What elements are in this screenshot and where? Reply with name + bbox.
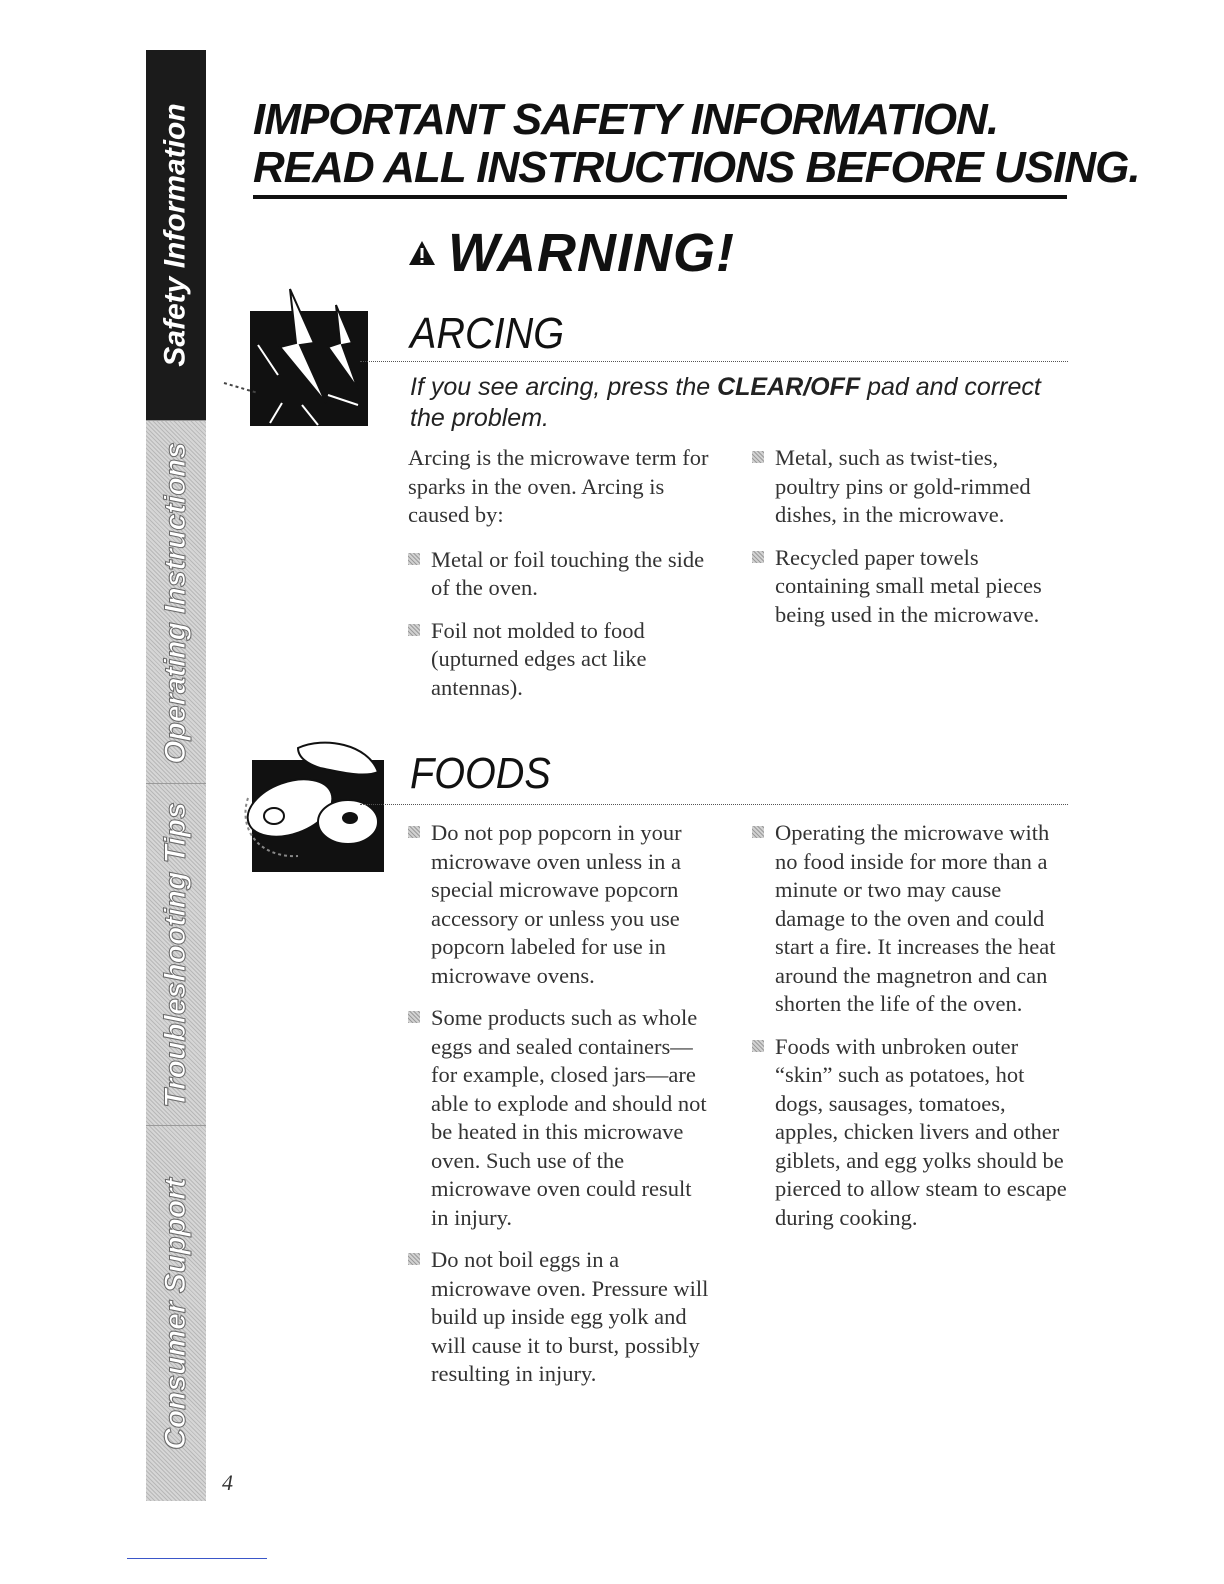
- arcing-rule: [360, 361, 1068, 362]
- bullet-icon: [408, 1011, 420, 1023]
- item-text: Do not pop popcorn in your microwave oven unless in a special microwave popcorn accessory or unless you use popcorn labeled for use in microwave ovens.: [431, 820, 682, 988]
- arcing-instruction: [410, 372, 1070, 434]
- item-text: Recycled paper towels containing small metal pieces being used in the microwave.: [775, 544, 1042, 627]
- item-text: Some products such as whole eggs and sealed containers—for example, closed jars—are able to explode and should not be heated in this microwave oven. Such use of the microwave oven could result in injury.: [431, 1005, 707, 1230]
- bullet-icon: [408, 1253, 420, 1265]
- tab-label: Troubleshooting Tips: [159, 802, 192, 1108]
- tab-label: Consumer Support: [159, 1177, 193, 1450]
- list-item: [752, 1033, 1067, 1233]
- clear-off-label: CLEAR/OFF: [717, 373, 861, 401]
- warning-heading: [408, 222, 735, 284]
- list-item: [752, 819, 1067, 1019]
- list-item: [408, 1004, 713, 1232]
- bullet-icon: [752, 451, 764, 463]
- item-text: Foods with unbroken outer “skin” such as potatoes, hot dogs, sausages, tomatoes, apples, chicken livers and other giblets, and egg yolks should be pierced to allow steam to escape during cooking.: [775, 1033, 1067, 1230]
- tab-safety-information[interactable]: [146, 50, 206, 420]
- arcing-intro: Arcing is the microwave term for sparks in the oven. Arcing is caused by:: [408, 445, 709, 527]
- list-item: [752, 544, 1067, 630]
- eggs-food-icon: [228, 738, 388, 876]
- footer-rule: [127, 1558, 267, 1559]
- bullet-icon: [752, 826, 764, 838]
- lead-text: If you see arcing, press the: [410, 373, 718, 401]
- lightning-spark-icon: [218, 285, 376, 430]
- bullet-icon: [752, 551, 764, 563]
- page-title-line-2: READ ALL INSTRUCTIONS BEFORE USING.: [253, 143, 1140, 192]
- header-rule: [253, 195, 1067, 199]
- foods-right-column: [752, 819, 1067, 1232]
- page-title-line-1: IMPORTANT SAFETY INFORMATION.: [253, 95, 999, 144]
- tab-label: Operating Instructions: [159, 441, 193, 764]
- list-item: [408, 546, 713, 603]
- list-item: [408, 617, 713, 703]
- page-number: 4: [222, 1470, 233, 1495]
- warning-label: WARNING!: [448, 223, 735, 283]
- tab-consumer-support[interactable]: [146, 1125, 206, 1501]
- foods-title: FOODS: [410, 749, 551, 798]
- list-item: [752, 444, 1067, 530]
- item-text: Foil not molded to food (upturned edges act like antennas).: [431, 617, 647, 700]
- bullet-icon: [408, 553, 420, 565]
- arcing-right-column: [752, 444, 1067, 629]
- list-item: [408, 819, 713, 990]
- lead-text: pad and correct the problem.: [410, 373, 1041, 432]
- item-text: Metal or foil touching the side of the oven.: [431, 546, 705, 600]
- list-item: [408, 1246, 713, 1389]
- bullet-icon: [408, 624, 420, 636]
- item-text: Metal, such as twist-ties, poultry pins or gold-rimmed dishes, in the microwave.: [775, 445, 1031, 527]
- foods-rule: [360, 804, 1068, 805]
- arcing-title: ARCING: [410, 309, 565, 358]
- foods-left-column: [408, 819, 713, 1389]
- tab-operating-instructions[interactable]: [146, 420, 206, 784]
- warning-triangle-icon: [408, 239, 436, 267]
- tab-label: Safety Information: [159, 103, 192, 367]
- arcing-left-column: [408, 444, 713, 702]
- item-text: Operating the microwave with no food inside for more than a minute or two may cause damage to the oven and could start a fire. It increases the heat around the magnetron and can shorten the life of the oven.: [775, 820, 1056, 1016]
- tab-troubleshooting-tips[interactable]: [146, 783, 206, 1126]
- item-text: Do not boil eggs in a microwave oven. Pressure will build up inside egg yolk and will cause it to burst, possibly resulting in injury.: [431, 1247, 709, 1386]
- bullet-icon: [752, 1040, 764, 1052]
- bullet-icon: [408, 826, 420, 838]
